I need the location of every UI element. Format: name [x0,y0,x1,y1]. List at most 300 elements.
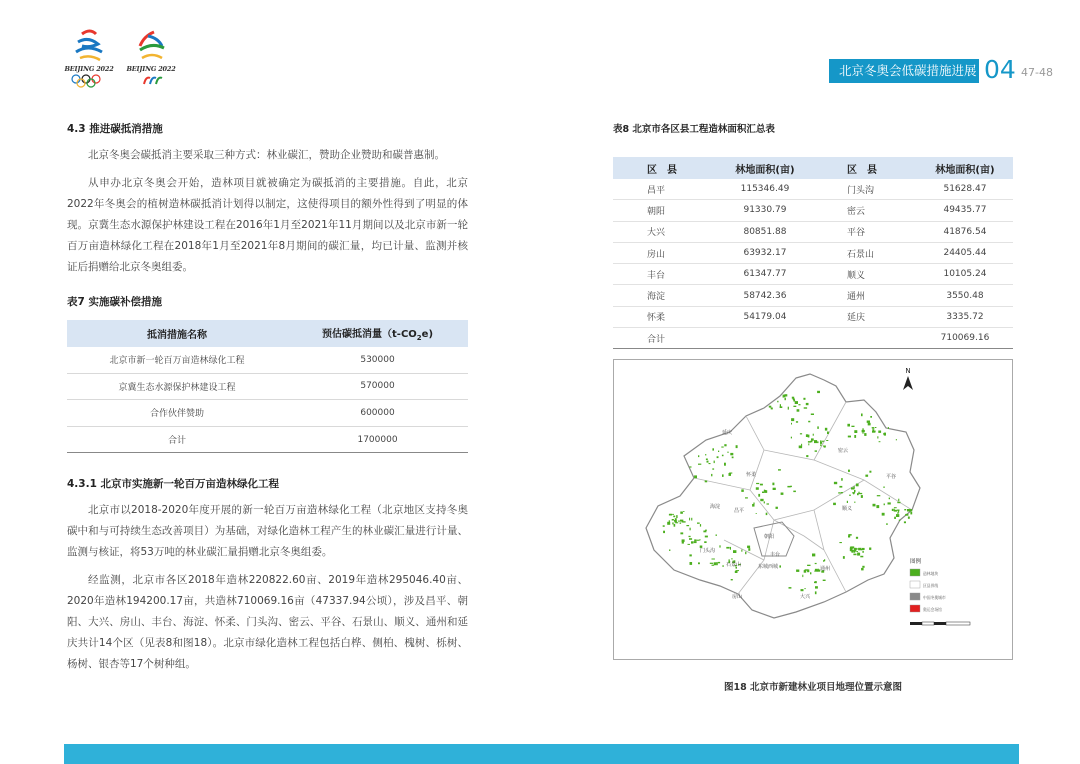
forest-parcel [897,502,900,504]
forest-parcel [812,554,815,557]
forest-parcel [785,398,786,401]
forest-parcel [790,486,792,487]
forest-parcel [707,461,709,463]
forest-parcel [811,414,814,416]
district-label: 顺义 [842,506,853,512]
forest-parcel [808,421,810,423]
forest-parcel [815,450,817,451]
forest-parcel [779,565,781,567]
col-header-district: 区 县 [813,157,917,179]
forest-parcel [839,486,842,488]
forest-parcel [847,501,848,503]
co2-subscript: 2 [416,334,422,342]
forest-parcel [823,560,824,562]
total-spacer [717,328,813,349]
paralympic-emblem-icon [124,28,178,64]
forest-parcel [771,408,773,410]
forest-parcel [853,493,854,494]
table-row [613,200,1013,221]
forest-parcel [851,546,855,548]
forest-parcel [854,430,857,433]
district-name: 石景山 [813,242,917,263]
forest-parcel [857,553,860,556]
forest-project-map [613,359,1013,660]
forest-parcel [672,514,674,515]
forest-parcel [724,463,726,466]
forest-parcel [853,554,856,556]
district-name: 顺义 [813,264,917,285]
forest-parcel [691,518,692,521]
total-spacer [813,328,917,349]
forest-parcel [888,502,891,504]
logo-group [62,28,182,92]
forest-parcel [788,407,789,410]
forest-parcel [683,511,684,512]
forest-parcel [818,569,819,572]
forest-area: 24405.44 [917,242,1013,263]
legend-label: 造林地块 [923,571,939,576]
col-header-offset-text: 预估碳抵消量（t-CO [322,329,417,340]
district-label: 密云 [838,448,849,454]
district-name: 门头沟 [813,179,917,200]
forest-parcel [889,498,890,500]
forest-parcel [689,466,691,467]
forest-parcel [731,558,732,559]
forest-parcel [862,548,865,550]
forest-parcel [781,493,784,495]
forest-parcel [680,520,683,522]
forest-parcel [820,444,821,446]
forest-parcel [848,436,851,438]
forest-parcel [810,572,811,574]
measure-value: 600000 [287,400,468,427]
forest-parcel [823,580,826,581]
logo-text: BEIJING 2022 [126,65,176,73]
forest-parcel [862,430,865,432]
forest-parcel [869,548,871,550]
forest-parcel [772,483,774,486]
forest-parcel [862,566,864,568]
forest-parcel [795,401,798,404]
forest-parcel [898,499,899,501]
measure-name: 北京市新一轮百万亩造林绿化工程 [67,347,287,373]
forest-parcel [803,398,805,400]
forest-parcel [760,499,763,501]
forest-parcel [815,563,817,564]
paragraph-monitoring-results: 经监测，北京市各区2018年造林220822.60亩、2019年造林295046.40亩、2020年造林194200.17亩，共造林710069.16亩（47337.94公顷），涉及昌平、朝阳、大兴、房山、丰台、海淀、怀柔、门头沟、密云、平谷、石景山、顺义、通州和延庆共计14个区（见表8和图18）。北京市绿化造林工程包括白桦、侧柏、槐树、栎树、杨树、银杏等17个树种组。 [67,574,468,670]
forest-parcel [848,534,851,536]
forest-parcel [876,505,879,508]
forest-parcel [783,395,784,398]
forest-parcel [817,391,820,393]
forest-parcel [760,484,763,486]
forest-parcel [854,502,855,503]
forest-parcel [896,514,899,517]
district-name: 海淀 [613,285,717,306]
legend-swatch [910,605,920,612]
olympic-emblem-icon [62,28,116,64]
forest-parcel [793,400,795,402]
forest-parcel [669,514,672,516]
forest-parcel [714,461,715,464]
forest-parcel [793,491,796,493]
forest-parcel [856,537,858,539]
district-label: 门头沟 [700,548,716,554]
forest-parcel [815,586,818,588]
forest-parcel [680,523,682,524]
forest-parcel [769,406,772,408]
forest-parcel [875,427,876,428]
district-label: 通州 [820,566,831,572]
district-label: 昌平 [734,508,745,514]
forest-parcel [792,397,794,399]
measure-value: 570000 [287,373,468,400]
forest-area: 3335.72 [917,306,1013,327]
forest-parcel [796,421,798,423]
forest-parcel [884,433,886,436]
forest-parcel [856,548,857,549]
forest-parcel [733,550,736,553]
forest-parcel [698,562,700,564]
district-label: 房山 [732,594,743,600]
forest-parcel [894,507,897,508]
forest-parcel [724,444,726,446]
table-row [613,306,1013,327]
forest-parcel [691,541,693,543]
district-name: 延庆 [813,306,917,327]
forest-parcel [669,550,670,551]
forest-parcel [814,440,817,443]
forest-parcel [721,447,723,448]
forest-parcel [766,513,768,515]
paragraph-project-basis: 北京市以2018-2020年度开展的新一轮百万亩造林绿化工程（北京地区支持冬奥碳中和与可持续生态改善项目）为基础，对绿化造林工程产生的林业碳汇量进行计量、监测与核证，将53万吨的林业碳汇量捐赠北京冬奥组委。 [67,504,468,558]
forest-parcel [815,591,817,594]
forest-parcel [800,433,802,434]
district-name: 怀柔 [613,306,717,327]
forest-area: 80851.88 [717,221,813,242]
forest-parcel [822,441,825,442]
forest-parcel [697,540,700,541]
table-total-row [613,328,1013,349]
forest-parcel [858,548,861,551]
legend-items [910,569,946,612]
table7-title: 表7 实施碳补偿措施 [67,296,162,308]
forest-parcel [745,497,748,498]
forest-parcel [689,554,691,556]
forest-parcel [854,490,856,492]
forest-parcel [806,434,808,437]
forest-parcel [690,562,693,565]
table8-title: 表8 北京市各区县工程造林面积汇总表 [613,124,775,135]
forest-parcel [717,456,719,458]
forest-parcel [762,492,764,494]
forest-parcel [712,565,715,566]
agitos-icon [124,74,178,88]
district-label: 石景山 [726,562,742,568]
forest-parcel [791,418,794,421]
forest-parcel [864,433,866,436]
district-label: 海淀 [710,504,721,510]
chapter-number: 04 [984,55,1016,84]
forest-parcel [883,487,885,488]
table-row [67,373,468,400]
carbon-offset-table [67,320,468,453]
forest-area: 63932.17 [717,242,813,263]
forest-parcel [904,509,906,510]
map-legend [910,557,970,625]
forest-parcel [718,451,719,452]
forest-parcel [811,438,814,440]
north-arrow-icon [903,376,913,390]
forest-parcel [694,475,697,478]
forest-parcel [731,579,733,580]
forest-parcel [839,542,842,543]
forest-parcel [897,512,898,514]
forest-parcel [789,587,792,589]
forest-parcel [851,426,854,427]
legend-title: 图例 [910,559,922,565]
forest-parcel [862,551,863,553]
forest-parcel [854,435,856,438]
district-name: 密云 [813,200,917,221]
forest-parcel [730,547,731,550]
north-label: N [905,367,911,375]
legend-swatch [910,593,920,600]
forest-parcel [700,524,701,527]
forest-parcel [877,436,878,438]
forest-parcel [899,520,901,521]
forest-parcel [791,423,792,425]
forest-parcel [793,406,796,407]
forest-area: 115346.49 [717,179,813,200]
district-label: 延庆 [722,430,733,436]
forest-parcel [683,521,686,522]
forest-parcel [827,432,829,435]
forest-parcel [860,556,863,558]
forest-parcel [726,547,729,549]
forest-parcel [767,503,770,504]
forest-parcel [856,551,858,552]
forest-parcel [686,525,689,526]
forest-parcel [705,481,708,483]
forest-parcel [780,406,783,408]
forest-parcel [675,518,677,520]
forest-parcel [870,416,872,418]
forest-parcel [756,487,759,490]
forest-parcel [712,448,714,450]
forest-parcel [823,446,826,447]
legend-label: 区县界线 [923,583,939,588]
forest-parcel [807,565,810,566]
forest-parcel [745,552,746,555]
forest-parcel [904,521,906,523]
forest-parcel [672,522,673,524]
footer-bar [64,744,1019,764]
forest-parcel [841,478,843,481]
total-value: 710069.16 [917,328,1013,349]
forest-parcel [705,454,706,455]
forest-parcel [675,520,677,522]
forest-parcel [736,570,740,571]
forest-parcel [797,409,800,412]
forest-parcel [801,444,802,447]
forest-parcel [894,509,895,512]
forest-parcel [748,548,750,551]
forest-parcel [764,501,765,503]
forest-parcel [841,492,843,493]
forest-parcel [872,429,874,430]
paragraph-offset-methods: 北京冬奥会碳抵消主要采取三种方式：林业碳汇，赞助企业赞助和碳普惠制。 [88,149,445,161]
district-label: 平谷 [886,474,897,480]
olympic-rings-icon [62,74,116,88]
forest-parcel [705,536,708,538]
table-row [613,285,1013,306]
forest-parcel [716,534,717,536]
forest-parcel [777,401,778,403]
forest-parcel [747,546,750,549]
col-header-measure: 抵消措施名称 [67,320,287,347]
forest-parcel [741,550,742,552]
forest-parcel [712,468,714,469]
forest-parcel [854,550,856,552]
forest-parcel [736,445,738,448]
forest-parcel [718,562,720,563]
forest-parcel [808,441,811,443]
forest-parcel [813,434,814,436]
table-row [613,221,1013,242]
forest-parcel [784,394,787,396]
forest-parcel [729,473,732,476]
paralympic-emblem-logo [124,28,178,90]
total-label: 合计 [613,328,717,349]
section-heading-4-3: 4.3 推进碳抵消措施 [67,123,163,135]
forest-parcel [711,474,712,476]
forest-area: 49435.77 [917,200,1013,221]
forest-parcel [680,512,683,514]
forest-parcel [682,541,684,544]
district-name: 朝阳 [613,200,717,221]
forest-parcel [758,494,760,497]
district-label: 东城西城 [758,564,779,570]
olympic-emblem-logo [62,28,116,90]
table-header-row [67,320,468,347]
forest-parcel [791,437,792,439]
forest-parcel [905,514,908,516]
forest-parcel [851,550,853,553]
forest-parcel [817,441,818,443]
forest-parcel [868,423,871,426]
forest-parcel [727,452,728,453]
forest-parcel [694,539,696,541]
forest-parcel [698,455,699,457]
forest-parcel [833,503,836,505]
forest-parcel [690,528,691,531]
forest-parcel [838,492,841,493]
forest-parcel [820,442,822,444]
col-header-district: 区 县 [613,157,717,179]
forest-parcel [732,457,734,459]
forest-parcel [884,504,885,506]
forest-parcel [674,524,676,527]
paragraph-afforestation-intro: 从申办北京冬奥会开始，造林项目就被确定为碳抵消的主要措施。自此，北京2022年冬奥会的植树造林碳抵消计划得以制定，这使得项目的额外性得到了明显的体现。京冀生态水源保护林建设工程在2016年1月至2021年11月期间以及北京市新一轮百万亩造林绿化工程在2018年1月至2021年8月期间的碳汇量，均已计量、监测并核证后捐赠给北京冬奥组委。 [67,177,468,273]
forest-parcel [892,509,894,511]
col-header-area: 林地面积(亩) [917,157,1013,179]
forest-area: 61347.77 [717,264,813,285]
forest-parcel [898,511,899,512]
forest-parcel [697,523,700,524]
forest-parcel [877,495,881,496]
forest-parcel [859,493,862,494]
map-caption: 图18 北京市新建林业项目地理位置示意图 [723,682,903,693]
table-header-row [613,157,1013,179]
forest-parcel [806,455,808,457]
forest-area: 41876.54 [917,221,1013,242]
forest-parcel [663,531,665,533]
forest-parcel [865,475,868,477]
forest-area: 58742.36 [717,285,813,306]
district-label: 怀柔 [746,472,757,478]
forest-parcel [719,545,720,547]
table-total-row [67,426,468,453]
district-name: 房山 [613,242,717,263]
forest-parcel [873,504,876,507]
forest-parcel [802,575,803,577]
forest-parcel [756,513,757,514]
forest-parcel [882,513,885,516]
forest-parcel [879,441,881,442]
forest-parcel [843,556,845,559]
forest-parcel [722,455,724,457]
forest-parcel [756,483,759,484]
forest-parcel [808,443,809,445]
district-name: 昌平 [613,179,717,200]
forest-parcel [689,536,691,537]
district-name: 大兴 [613,221,717,242]
forest-parcel [806,403,809,405]
forest-parcel [706,459,708,461]
forest-parcel [752,504,754,507]
forest-parcel [867,421,870,423]
forest-parcel [698,464,701,465]
forest-parcel [861,414,863,417]
forest-parcel [787,486,790,488]
logo-text: BEIJING 2022 [64,65,114,73]
forest-parcel [673,516,675,518]
col-header-offset [287,320,468,347]
col-header-area: 林地面积(亩) [717,157,813,179]
forest-parcel [722,565,724,566]
forest-parcel [689,518,690,521]
beijing-map-svg [614,360,1012,659]
legend-label: 中国冬奥城市 [923,595,946,600]
forest-parcel [804,570,807,573]
district-label: 丰台 [770,552,781,558]
forest-parcel [888,427,889,429]
forest-parcel [798,404,800,405]
forest-parcel [801,589,804,591]
forest-area: 51628.47 [917,179,1013,200]
forest-parcel [807,569,809,572]
district-forest-area-table [613,157,1013,349]
measure-name: 合作伙伴赞助 [67,400,287,427]
forest-parcel [688,544,691,545]
forest-parcel [804,588,805,589]
forest-parcel [814,582,815,583]
district-label: 朝阳 [764,534,775,540]
forest-parcel [872,431,875,433]
forest-parcel [773,488,776,490]
legend-swatch [910,569,920,576]
